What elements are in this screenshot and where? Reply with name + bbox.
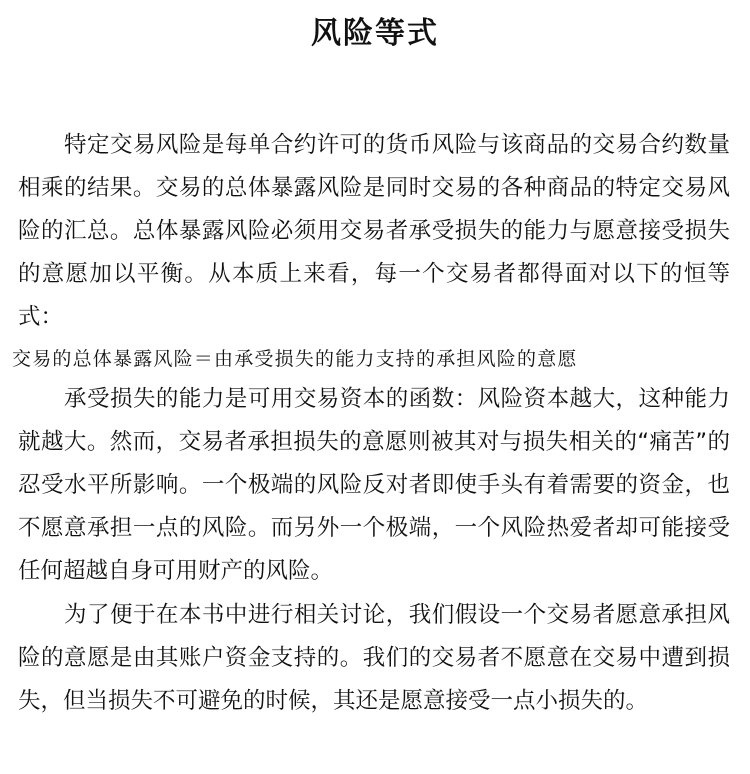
paragraph-3: 为了便于在本书中进行相关讨论，我们假设一个交易者愿意承担风险的意愿是由其账户资金支持的。我们的交易者不愿意在交易中遭到损失，但当损失不可避免的时候，其还是愿意接受一点小损失的。 [18,602,730,714]
paragraph-1: 特定交易风险是每单合约许可的货币风险与该商品的交易合约数量相乘的结果。交易的总体暴露风险是同时交易的各种商品的特定交易风险的汇总。总体暴露风险必须用交易者承受损失的能力与愿意接受损失的意愿加以平衡。从本质上来看，每一个交易者都得面对以下的恒等式： [18,132,730,330]
paragraph-2: 承受损失的能力是可用交易资本的函数：风险资本越大，这种能力就越大。然而，交易者承担损失的意愿则被其对与损失相关的“痛苦”的忍受水平所影响。一个极端的风险反对者即使手头有着需要的资金，也不愿意承担一点的风险。而另外一个极端，一个风险热爱者却可能接受任何超越自身可用财产的风险。 [18,386,730,584]
paragraph-2-container [18,378,730,593]
risk-equation: 交易的总体暴露风险＝由承受损失的能力支持的承担风险的意愿 [12,348,578,370]
paragraph-1-container [18,124,730,339]
paragraph-3-container [18,594,730,723]
page-title: 风险等式 [311,16,439,51]
formula-container [12,340,736,378]
